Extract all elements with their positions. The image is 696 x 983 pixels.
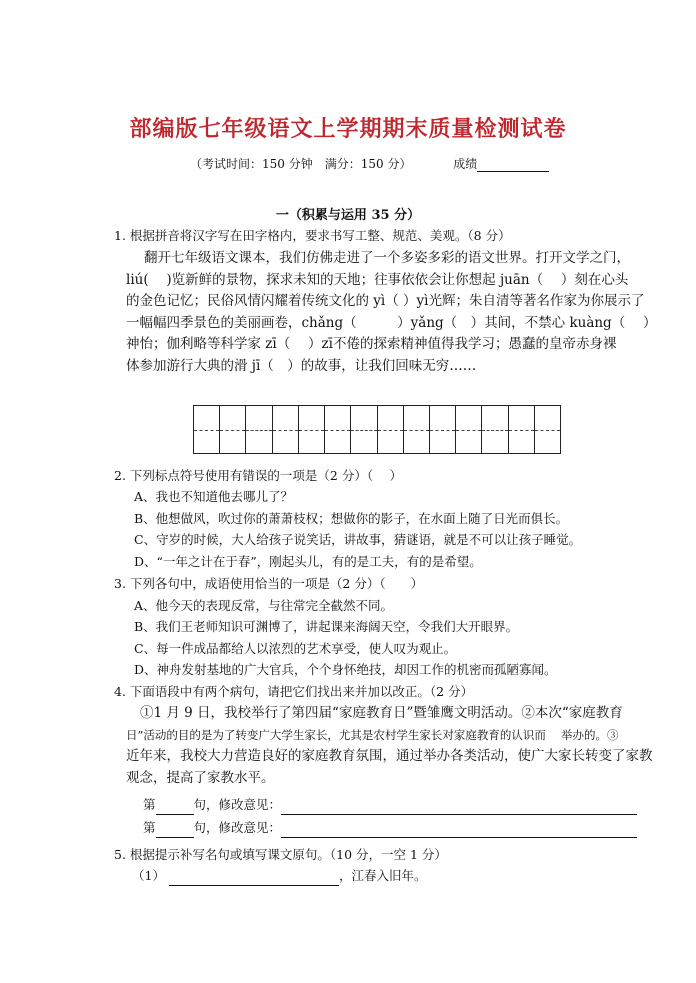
q3-stem: 3. 下列各句中，成语使用恰当的一项是（2 分）（ ） [114,576,424,591]
q1-line: 翻开七年级语文课本，我们仿佛走进了一个多姿多彩的语文世界。打开文学之门， [144,250,630,266]
grid-cell[interactable] [430,406,456,453]
exam-info [190,155,549,172]
sentence-number-blank[interactable] [156,823,194,838]
grid-cell[interactable] [456,406,482,453]
q3-option-b: B、我们王老师知识可渊博了，讲起课来海阔天空，令我们大开眼界。 [134,619,519,634]
answer-prefix: 第 [143,797,156,812]
grid-cell[interactable] [351,406,377,453]
q4-line: 近年来，我校大力营造良好的家庭教育氛围，通过举办各类活动，使广大家长转变了家教 [126,748,653,764]
q3-option-d: D、神舟发射基地的广大官兵，个个身怀绝技，却因工作的机密而孤陋寡闻。 [134,662,557,677]
grid-cell[interactable] [482,406,508,453]
answer-label: 句，修改意见： [193,820,282,835]
q1-line: 神怡；伽利略等科学家 zī（ ）zī不倦的探索精神值得我学习；愚蠢的皇帝赤身裸 [126,336,617,352]
tian-zi-grid[interactable] [193,405,561,454]
grid-cell[interactable] [535,406,560,453]
score-blank [477,159,549,172]
q4-line: 日”活动的目的是为了转变广大学生家长，尤其是农村学生家长对家庭教育的认识而 举办的。③ [126,728,619,742]
q5-item-1 [132,866,426,886]
grid-cell[interactable] [325,406,351,453]
item-text: ，江春入旧年。 [338,868,427,883]
sentence-number-blank[interactable] [156,800,194,815]
grid-cell[interactable] [220,406,246,453]
q1-line: 一幅幅四季景色的美丽画卷，chǎng（ ）yǎng（ ）其间，不禁心 kuàng（ ） [126,315,657,331]
revision-blank[interactable] [281,823,637,838]
grid-cell[interactable] [299,406,325,453]
q4-answer-row [143,795,637,815]
grid-cell[interactable] [273,406,299,453]
section-heading: 一（积累与运用 35 分） [275,208,421,223]
item-number: （1） [132,868,165,883]
q5-stem: 5. 根据提示补写名句或填写课文原句。（10 分，一空 1 分） [114,847,447,862]
q2-option-d: D、“一年之计在于春”，刚起头儿，有的是工夫，有的是希望。 [134,554,482,569]
grid-cell[interactable] [404,406,430,453]
q3-option-a: A、他今天的表现反常，与往常完全截然不同。 [134,598,394,613]
answer-prefix: 第 [143,820,156,835]
q1-line: liú( )览新鲜的景物，探求未知的天地；往事依依会让你想起 juān（ ）刻在心头 [126,272,629,288]
q1-stem: 1. 根据拼音将汉字写在田字格内，要求书写工整、规范、美观。（8 分） [114,228,511,243]
revision-blank[interactable] [281,800,637,815]
q2-option-c: C、守岁的时候，大人给孩子说笑话，讲故事，猜谜语，就是不可以让孩子睡觉。 [134,532,582,547]
grid-cell[interactable] [378,406,404,453]
q4-stem: 4. 下面语段中有两个病句，请把它们找出来并加以改正。（2 分） [114,684,474,699]
exam-title: 部编版七年级语文上学期期末质量检测试卷 [129,116,567,142]
grid-cell[interactable] [509,406,535,453]
grid-cell[interactable] [194,406,220,453]
q4-answer-row [143,818,637,838]
exam-time-info: （考试时间：150 分钟 满分：150 分） [190,157,412,171]
fill-blank[interactable] [169,871,339,886]
q2-option-b: B、他想做风，吹过你的萧萧枝权；想做你的影子，在水面上随了日光而俱长。 [134,511,569,526]
grid-cell[interactable] [246,406,272,453]
q1-line: 的金色记忆；民俗风情闪耀着传统文化的 yì（ ）yì光辉；朱自清等著名作家为你展示了 [126,293,645,309]
q4-line: 观念，提高了家教水平。 [126,770,275,786]
answer-label: 句，修改意见： [193,797,282,812]
score-label: 成绩 [453,157,478,171]
q1-line: 体参加游行大典的滑 jī（ ）的故事，让我们回味无穷…… [126,358,477,374]
q2-option-a: A、我也不知道他去哪儿了？ [134,489,294,504]
q2-stem: 2. 下列标点符号使用有错误的一项是（2 分）（ ） [114,468,403,483]
q3-option-c: C、每一件成品都给人以浓烈的艺术享受，使人叹为观止。 [134,641,457,656]
q4-line: ①1 月 9 日，我校举行了第四届“家庭教育日”暨雏鹰文明活动。②本次“家庭教育 [140,705,623,721]
